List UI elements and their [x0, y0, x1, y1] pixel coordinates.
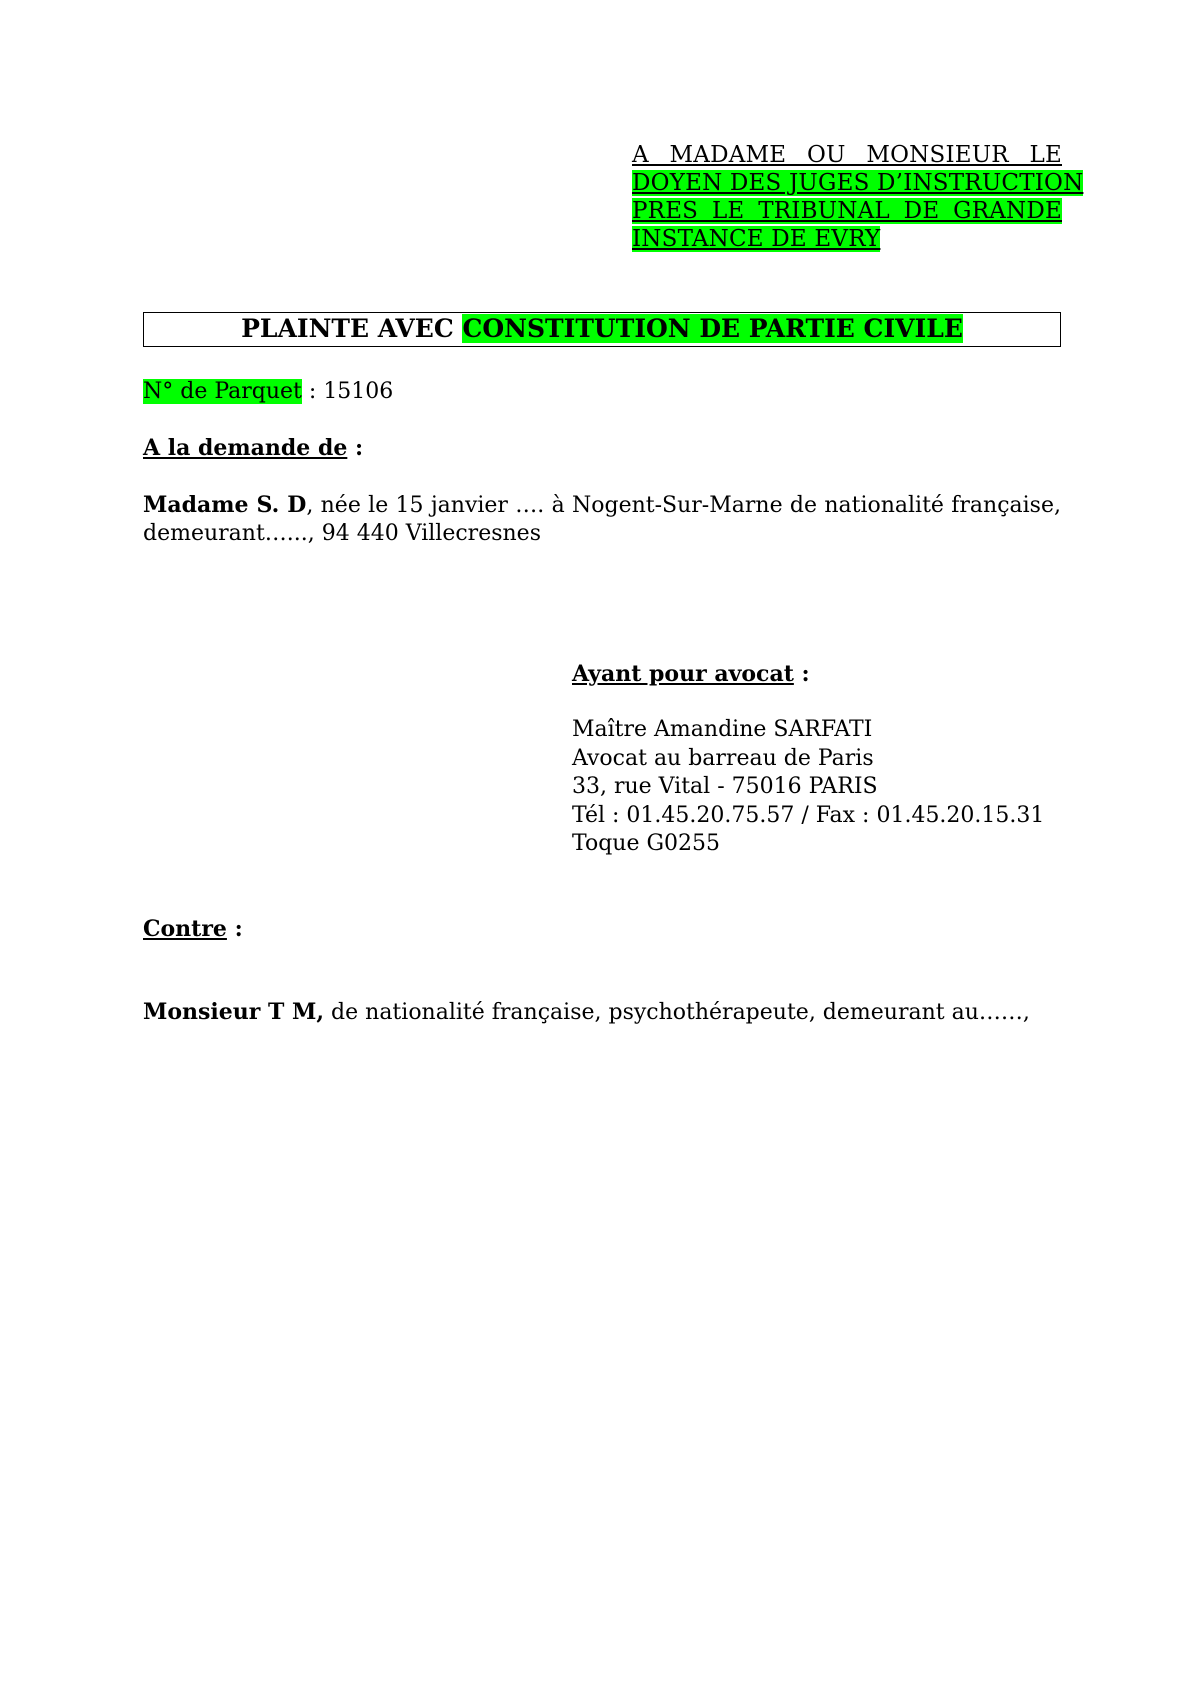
defendeur-paragraph [143, 998, 1061, 1027]
avocat-details [572, 716, 1072, 859]
defendeur-details: de nationalité française, psychothérapeute, demeurant au……, [324, 1000, 1030, 1025]
avocat-address: 33, rue Vital - 75016 PARIS [572, 774, 878, 799]
parquet-line [143, 378, 1061, 406]
contre-suffix: : [226, 916, 243, 942]
addressee-line-1: A MADAME OU MONSIEUR LE [632, 142, 1062, 168]
plaignant-details: , née le 15 janvier …. à Nogent-Sur-Marne de nationalité française, demeurant…..., 94 440 Villecresnes [143, 493, 1061, 546]
demande-label: A la demande de [143, 435, 348, 461]
contre-heading [143, 915, 1061, 944]
demande-heading [143, 434, 1061, 463]
avocat-name: Maître Amandine SARFATI [572, 717, 873, 742]
title-plain: PLAINTE AVEC [241, 314, 463, 343]
addressee-line-2: DOYEN DES JUGES D’INSTRUCTION [632, 170, 1084, 196]
avocat-toque: Toque G0255 [572, 831, 721, 856]
parquet-value: 15106 [323, 379, 394, 404]
document-title [143, 312, 1061, 347]
parquet-label: N° de Parquet [143, 379, 302, 404]
parquet-separator: : [301, 379, 324, 404]
title-highlighted: CONSTITUTION DE PARTIE CIVILE [462, 314, 963, 343]
defendeur-name: Monsieur T M, [143, 999, 325, 1025]
avocat-label: Ayant pour avocat [572, 661, 794, 687]
plaignant-paragraph [143, 491, 1061, 548]
avocat-phone: Tél : 01.45.20.75.57 / Fax : 01.45.20.15.31 [572, 802, 1045, 828]
avocat-suffix: : [793, 661, 810, 687]
avocat-heading [572, 660, 1072, 690]
addressee-block [632, 141, 1084, 253]
demande-suffix: : [347, 435, 364, 461]
plaignant-name: Madame S. D [143, 492, 307, 518]
avocat-barreau: Avocat au barreau de Paris [572, 745, 874, 771]
contre-label: Contre [143, 916, 227, 942]
addressee-line-3: PRES LE TRIBUNAL DE GRANDE [632, 198, 1062, 224]
addressee-line-4: INSTANCE DE EVRY [632, 226, 881, 252]
